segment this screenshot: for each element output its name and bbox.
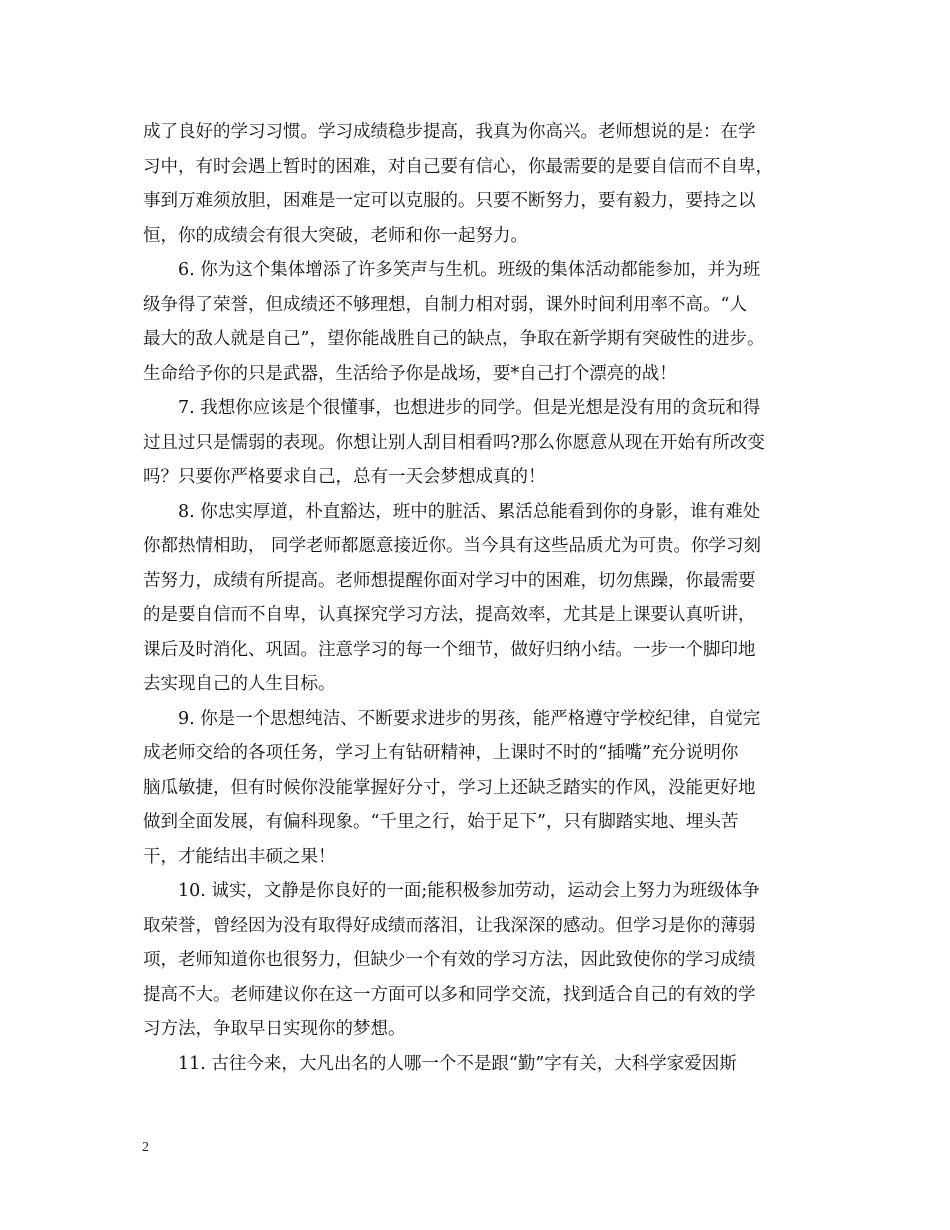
- text-line: 你都热情相助， 同学老师都愿意接近你。当今具有这些品质尤为可贵。你学习刻: [143, 536, 762, 556]
- paragraph-item-9: [143, 702, 813, 875]
- text-line: 取荣誉，曾经因为没有取得好成绩而落泪，让我深深的感动。但学习是你的薄弱: [143, 915, 756, 936]
- text-line: 苦努力，成绩有所提高。老师想提醒你面对学习中的困难，切勿焦躁，你最需要: [143, 570, 756, 591]
- paragraph-item-11: [143, 1047, 813, 1082]
- document-body: [143, 115, 813, 1081]
- text-line: 恒，你的成绩会有很大突破，老师和你一起努力。: [143, 225, 528, 246]
- text-line: 生命给予你的只是武器，生活给予你是战场，要*自己打个漂亮的战！: [143, 363, 677, 384]
- text-line: 课后及时消化、巩固。注意学习的每一个细节，做好归纳小结。一步一个脚印地: [143, 639, 756, 660]
- text-line: 习中，有时会遇上暂时的困难，对自己要有信心，你最需要的是要自信而不自卑，: [143, 156, 773, 177]
- text-line: 9. 你是一个思想纯洁、不断要求进步的男孩，能严格遵守学校纪律，自觉完: [178, 708, 761, 729]
- text-line: 习方法，争取早日实现你的梦想。: [143, 1019, 406, 1039]
- page-number: 2: [142, 1140, 149, 1155]
- text-line: 项，老师知道你也很努力，但缺少一个有效的学习方法，因此致使你的学习成绩: [143, 950, 756, 970]
- text-line: 事到万难须放胆，困难是一定可以克服的。只要不断努力，要有毅力，要持之以: [143, 191, 756, 211]
- paragraph-continued: [143, 115, 813, 253]
- text-line: 成老师交给的各项任务，学习上有钻研精神，上课时不时的“插嘴”充分说明你: [143, 743, 739, 763]
- text-line: 吗？只要你严格要求自己，总有一天会梦想成真的！: [143, 467, 546, 487]
- text-line: 最大的敌人就是自己”，望你能战胜自己的缺点，争取在新学期有突破性的进步。: [143, 329, 765, 349]
- text-line: 去实现自己的人生目标。: [143, 674, 336, 694]
- text-line: 11. 古往今来，大凡出名的人哪一个不是跟“勤”字有关，大科学家爱因斯: [178, 1053, 737, 1074]
- text-line: 的是要自信而不自卑，认真探究学习方法，提高效率，尤其是上课要认真听讲，: [143, 605, 756, 625]
- paragraph-item-10: [143, 874, 813, 1047]
- paragraph-item-7: [143, 391, 813, 495]
- text-line: 10. 诚实，文静是你良好的一面;能积极参加劳动，运动会上努力为班级体争: [178, 881, 760, 901]
- paragraph-item-8: [143, 495, 813, 702]
- text-line: 做到全面发展，有偏科现象。“千里之行，始于足下”，只有脚踏实地、埋头苦: [143, 812, 739, 832]
- text-line: 7. 我想你应该是个很懂事，也想进步的同学。但是光想是没有用的贪玩和得: [178, 398, 761, 418]
- text-line: 提高不大。老师建议你在这一方面可以多和同学交流，找到适合自己的有效的学: [143, 984, 756, 1005]
- paragraph-item-6: [143, 253, 813, 391]
- text-line: 干，才能结出丰硕之果！: [143, 846, 336, 867]
- text-line: 级争得了荣誉，但成绩还不够理想，自制力相对弱，课外时间利用率不高。“人: [143, 294, 747, 315]
- text-line: 6. 你为这个集体增添了许多笑声与生机。班级的集体活动都能参加，并为班: [178, 260, 761, 280]
- text-line: 过且过只是懦弱的表现。你想让别人刮目相看吗?那么你愿意从现在开始有所改变: [143, 432, 765, 453]
- text-line: 成了良好的学习习惯。学习成绩稳步提高，我真为你高兴。老师想说的是：在学: [143, 122, 756, 142]
- text-line: 8. 你忠实厚道，朴直豁达，班中的脏活、累活总能看到你的身影，谁有难处: [178, 501, 761, 522]
- text-line: 脑瓜敏捷，但有时候你没能掌握好分寸，学习上还缺乏踏实的作风，没能更好地: [143, 777, 756, 798]
